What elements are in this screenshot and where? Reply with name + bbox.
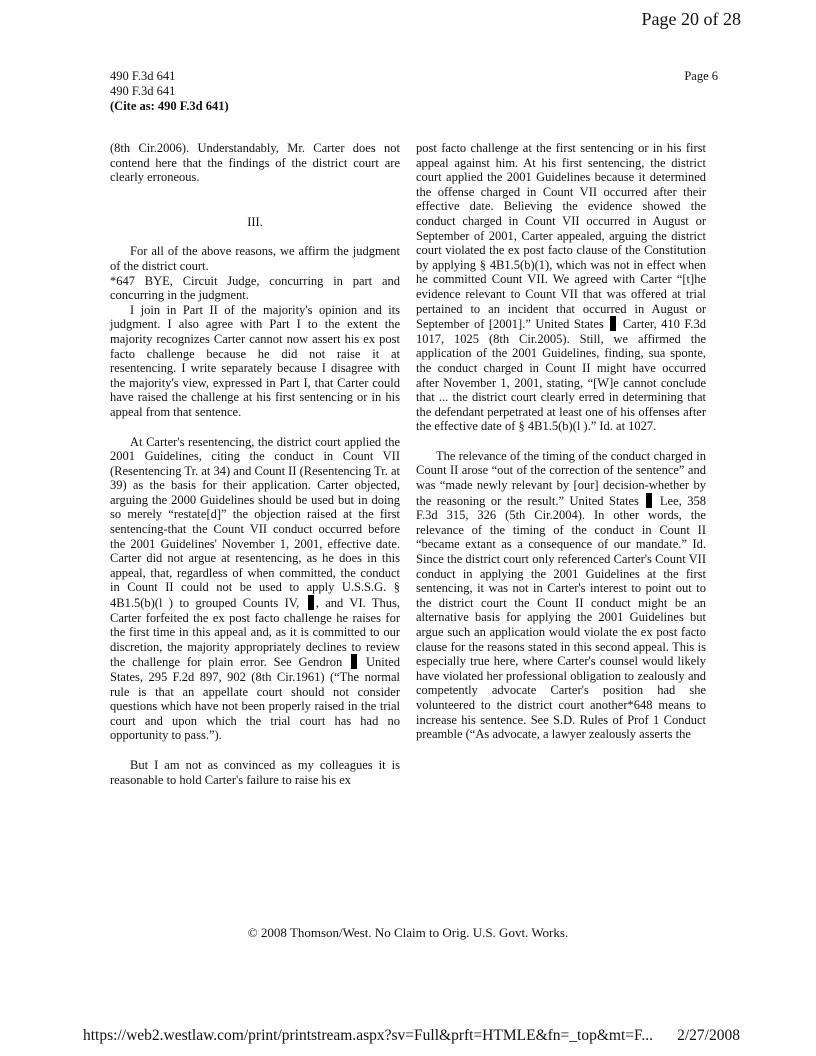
text-run: , and VI. Thus, Carter forfeited the ex post facto challenge he raises for the first time in this appeal and, as it is committed to our discretion, the majority appropriately declines to review the challenge for plain error. See Gendron — [110, 596, 401, 670]
citation-line: 490 F.3d 641 — [110, 69, 176, 83]
link-marker[interactable] — [646, 493, 652, 508]
text-run: post facto challenge at the first sentencing or in his first appeal against him. At his first sentencing, the district court applied the 2001 Guidelines because it determined the offense charged in Count VII occurred after their effective date. Believing the evidence showed the conduct charged in Count VII occurred in August or September of 2001, Carter appealed, arguing the district court violated the ex post facto clause of the Constitution by applying § 4B1.5(b)(1), which was not in effect when he committed Count VII. We agreed with Carter “[t]he evidence relevant to Count VII that was offered at trial pertained to an incident that occurred in August or September of [2001].” United States — [416, 141, 706, 332]
text-run: Lee, 358 F.3d 315, 326 (5th Cir.2004). In other words, the relevance of the timing of the conduct in Count II “became extant as a consequence of our mandate.” Id. Since the district court only referenced Carter's Count VII conduct in applying the 2001 Guidelines at the first sentencing, it was not in Carter's interest to point out to the district court the Count II conduct might be an alternative basis for applying the 2001 Guidelines but argue such an application would violate the ex post facto clause for the reasons stated in this second appeal. This is especially true here, where Carter's counsel would likely have violated her professional obligation to zealously and competently advocate Carter's position had she volunteered to the district court another*648 means to increase his sentence. See S.D. Rules of Prof 1 Conduct preamble (“As advocate, a lawyer zealously asserts the — [416, 493, 707, 742]
paragraph — [110, 435, 400, 743]
copyright-footer: © 2008 Thomson/West. No Claim to Orig. U.S. Govt. Works. — [247, 925, 569, 940]
citation-line: 490 F.3d 641 — [110, 84, 176, 98]
print-date: 2/27/2008 — [677, 1027, 740, 1044]
page-label: Page 6 — [684, 69, 718, 83]
page-counter: Page 20 of 28 — [641, 9, 741, 29]
left-column — [110, 141, 400, 787]
cite-as-line: (Cite as: 490 F.3d 641) — [110, 99, 229, 113]
print-url: https://web2.westlaw.com/print/printstream.aspx?sv=Full&prft=HTMLE&fn=_top&mt=F... — [83, 1027, 653, 1044]
text-run: The relevance of the timing of the conduct charged in Count II arose “out of the correction of the sentence” and was “made newly relevant by [our] decision-whether by the reasoning or the result.” United States — [416, 448, 706, 508]
citation-block — [110, 69, 229, 114]
link-marker[interactable] — [351, 654, 357, 669]
paragraph: For all of the above reasons, we affirm the judgment of the district court. — [110, 244, 400, 273]
link-marker[interactable] — [308, 595, 314, 610]
paragraph: I join in Part II of the majority's opinion and its judgment. I also agree with Part I to the extent the majority recognizes Carter cannot now assert his ex post facto challenge because he did not raise it at resentencing. I write separately because I disagree with the majority's view, expressed in Part I, that Carter could have raised the challenge at his first sentencing or in his appeal from that sentence. — [110, 302, 400, 419]
concurrence-heading: *647 BYE, Circuit Judge, concurring in part and concurring in the judgment. — [110, 273, 400, 303]
right-column — [416, 141, 706, 742]
section-heading: III. — [247, 214, 263, 229]
link-marker[interactable] — [610, 316, 616, 331]
paragraph: (8th Cir.2006). Understandably, Mr. Carter does not contend here that the findings of the district court are clearly erroneous. — [110, 141, 400, 185]
paragraph — [416, 141, 706, 434]
text-run: At Carter's resentencing, the district court applied the 2001 Guidelines, citing the conduct in Count VII (Resentencing Tr. at 34) and Count II (Resentencing Tr. at 39) as the basis for their application. Carter objected, arguing the 2000 Guidelines should be used but in doing so merely “restate[d]” the objection raised at the first sentencing-that the Count VII conduct occurred before the 2001 Guidelines' November 1, 2001, effective date. Carter did not argue at resentencing, as he does in this appeal, that, regardless of when committed, the conduct in Count II could not be used to apply U.S.S.G. § 4B1.5(b)(l ) to grouped Counts IV, — [110, 434, 400, 611]
text-run: Carter, 410 F.3d 1017, 1025 (8th Cir.2005). Still, we affirmed the application of the 2001 Guidelines, finding, sua sponte, the conduct charged in Count II might have occurred after November 1, 2001, stating, “[W]e cannot conclude that ... the district court clearly erred in determining that the defendant perpetrated at least one of his offenses after the effective date of § 4B1.5(b)(l ).” Id. at 1027. — [416, 317, 707, 434]
text-run: United States, 295 F.2d 897, 902 (8th Cir.1961) (“The normal rule is that an appellate court should not consider questions which have not been properly raised in the trial court and upon which the trial court has had no opportunity to pass.”). — [110, 655, 400, 743]
paragraph — [416, 449, 706, 742]
paragraph: But I am not as convinced as my colleagues it is reasonable to hold Carter's failure to raise his ex — [110, 757, 400, 787]
